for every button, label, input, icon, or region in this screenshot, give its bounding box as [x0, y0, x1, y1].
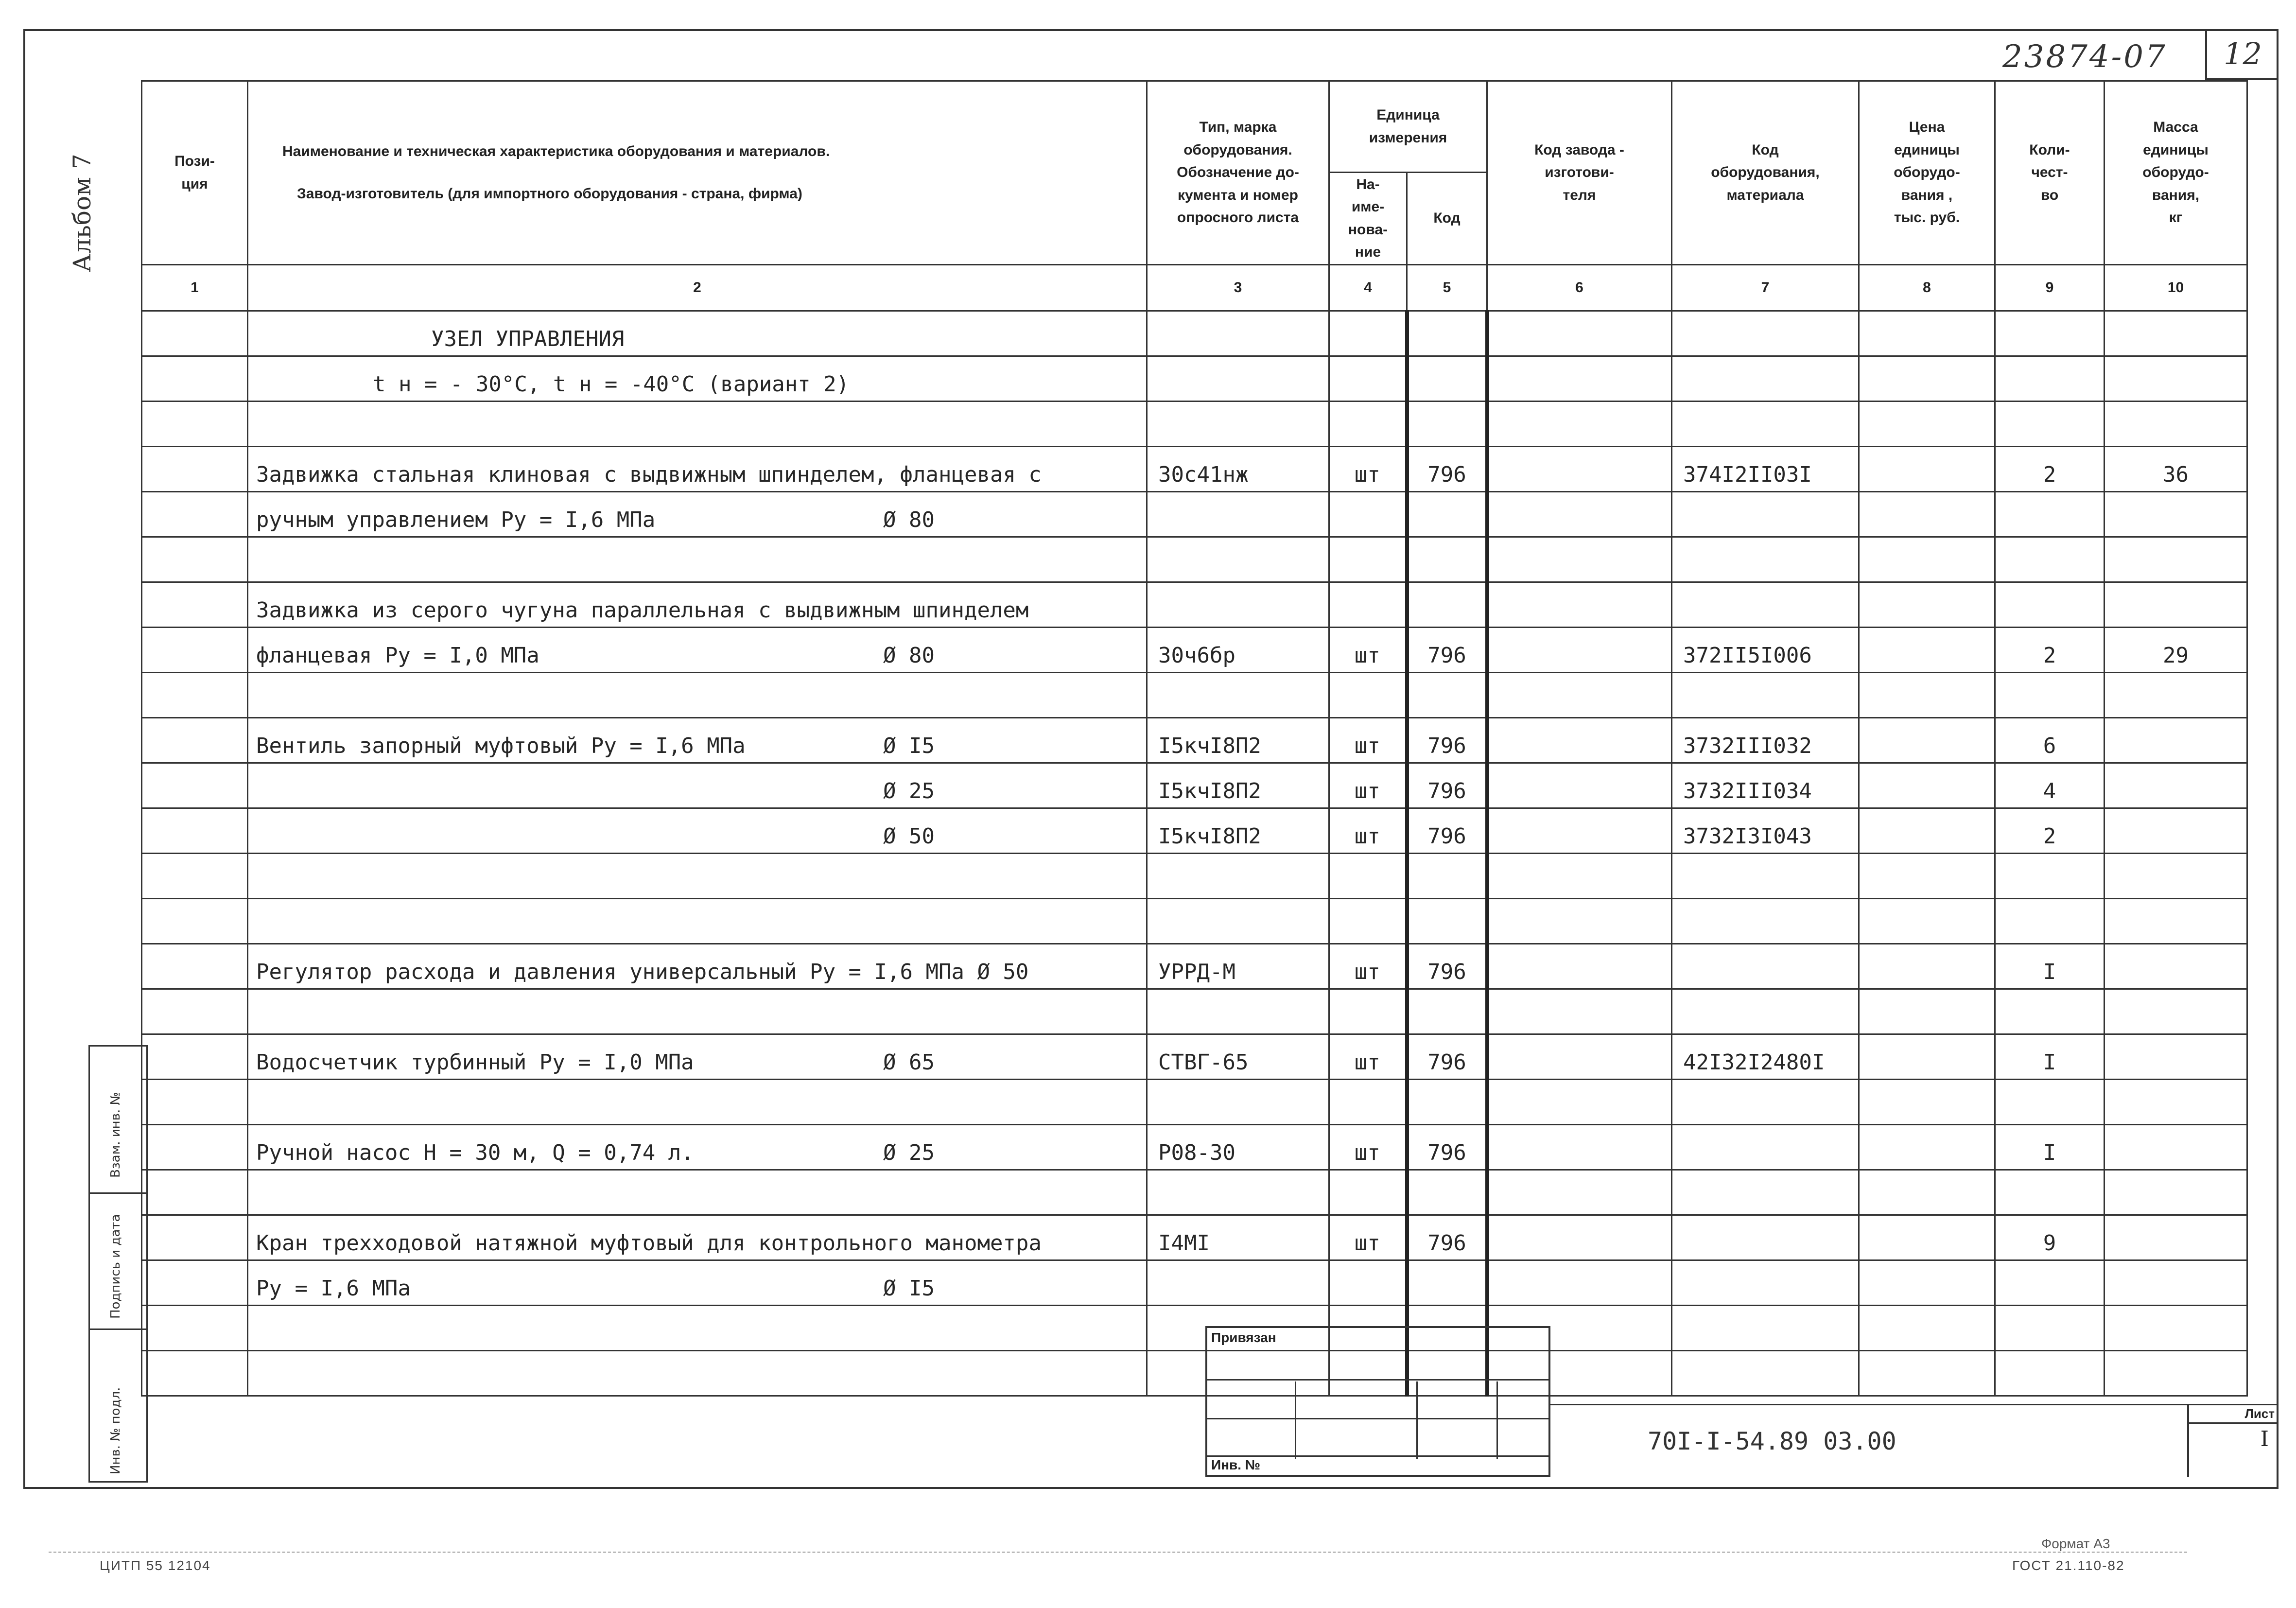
item-diameter: Ø I5 — [883, 734, 935, 758]
cell-name — [248, 718, 1147, 763]
table-row — [142, 628, 2247, 673]
item-name: Ручной насос Н = 30 м, Q = 0,74 л. — [256, 1140, 694, 1165]
cell-name — [248, 1351, 1147, 1396]
cell-quantity — [1995, 582, 2105, 628]
cell-type: I5кчI8П2 — [1147, 718, 1329, 763]
cell-equipment-code — [1672, 537, 1859, 582]
cell-quantity: I — [1995, 944, 2105, 989]
cell-type — [1147, 582, 1329, 628]
header-name: Наименование и техническая характеристика оборудования и материалов. Завод-изготовитель (для импортного оборудования - страна, фирма) — [248, 81, 1147, 265]
cell-mass — [2105, 1125, 2247, 1170]
section-title: УЗЕЛ УПРАВЛЕНИЯ — [431, 327, 625, 351]
cell-mass — [2105, 763, 2247, 808]
cell-position — [142, 628, 248, 673]
cell-factory-code — [1487, 582, 1672, 628]
cell-mass — [2105, 718, 2247, 763]
cell-type — [1147, 1080, 1329, 1125]
item-name: фланцевая Ру = I,0 МПа — [256, 643, 539, 668]
cell-factory-code — [1487, 1260, 1672, 1306]
cell-price — [1859, 1034, 1995, 1080]
table-row — [142, 854, 2247, 899]
table-row — [142, 582, 2247, 628]
column-number: 7 — [1672, 265, 1859, 311]
header-quantity: Коли- чест- во — [1995, 81, 2105, 265]
cell-unit-code — [1407, 537, 1487, 582]
cell-equipment-code — [1672, 582, 1859, 628]
cell-quantity — [1995, 854, 2105, 899]
cell-type: УРРД-М — [1147, 944, 1329, 989]
cell-unit-code: 796 — [1407, 1034, 1487, 1080]
cell-type: СТВГ-65 — [1147, 1034, 1329, 1080]
cell-mass — [2105, 1351, 2247, 1396]
cell-mass — [2105, 899, 2247, 944]
cell-mass — [2105, 1260, 2247, 1306]
cell-mass — [2105, 1170, 2247, 1215]
table-row — [142, 1034, 2247, 1080]
cell-unit: шт — [1329, 808, 1407, 854]
cell-equipment-code — [1672, 1351, 1859, 1396]
cell-position — [142, 1260, 248, 1306]
cell-position — [142, 1170, 248, 1215]
cell-factory-code — [1487, 1215, 1672, 1260]
table-row — [142, 989, 2247, 1034]
item-diameter: Ø 80 — [883, 643, 935, 668]
cell-name — [248, 1034, 1147, 1080]
header-position: Пози- ция — [142, 81, 248, 265]
binding-stamp — [1205, 1326, 1550, 1477]
cell-type — [1147, 1260, 1329, 1306]
cell-mass — [2105, 582, 2247, 628]
cell-name — [248, 492, 1147, 537]
cell-type: 30ч6бр — [1147, 628, 1329, 673]
cell-unit-code: 796 — [1407, 944, 1487, 989]
cell-factory-code — [1487, 447, 1672, 492]
table-row — [142, 718, 2247, 763]
cell-price — [1859, 718, 1995, 763]
cell-equipment-code — [1672, 673, 1859, 718]
item-name: Задвижка стальная клиновая с выдвижным шпинделем, фланцевая с — [256, 462, 1042, 487]
section-subtitle-row — [142, 356, 2247, 402]
cell-name — [248, 1080, 1147, 1125]
sheet-label: Лист — [2189, 1405, 2279, 1424]
cell-position — [142, 763, 248, 808]
stamp-label-replaced: Взам. инв. № — [108, 1092, 123, 1178]
cell-name — [248, 628, 1147, 673]
cell-mass — [2105, 1080, 2247, 1125]
cell-factory-code — [1487, 1170, 1672, 1215]
cell-equipment-code: 3732III034 — [1672, 763, 1859, 808]
cell-factory-code — [1487, 628, 1672, 673]
cell-price — [1859, 1260, 1995, 1306]
cell-price — [1859, 944, 1995, 989]
cell-unit-code: 796 — [1407, 808, 1487, 854]
cell-factory-code — [1487, 1125, 1672, 1170]
cell-unit-code — [1407, 1170, 1487, 1215]
table-row — [142, 763, 2247, 808]
binding-title: Привязан — [1211, 1330, 1276, 1345]
cell-quantity — [1995, 1260, 2105, 1306]
column-number: 5 — [1407, 265, 1487, 311]
cell-name — [248, 447, 1147, 492]
cell-price — [1859, 763, 1995, 808]
footer-cut-line — [49, 1552, 2187, 1553]
cell-equipment-code — [1672, 854, 1859, 899]
column-number: 2 — [248, 265, 1147, 311]
cell-unit-code: 796 — [1407, 1215, 1487, 1260]
column-number: 9 — [1995, 265, 2105, 311]
cell-position — [142, 1080, 248, 1125]
cell-name — [248, 582, 1147, 628]
cell-equipment-code — [1672, 1125, 1859, 1170]
cell-unit — [1329, 1080, 1407, 1125]
cell-price — [1859, 492, 1995, 537]
header-unit-mass: Масса единицы оборудо- вания, кг — [2105, 81, 2247, 265]
cell-equipment-code — [1672, 1260, 1859, 1306]
cell-factory-code — [1487, 1034, 1672, 1080]
cell-type — [1147, 673, 1329, 718]
cell-position — [142, 537, 248, 582]
cell-position — [142, 808, 248, 854]
cell-equipment-code — [1672, 944, 1859, 989]
cell-position — [142, 854, 248, 899]
cell-position — [142, 1215, 248, 1260]
cell-equipment-code — [1672, 989, 1859, 1034]
item-name: Регулятор расхода и давления универсальный Ру = I,6 МПа Ø 50 — [256, 960, 1029, 984]
table-row — [142, 1306, 2247, 1351]
cell-price — [1859, 989, 1995, 1034]
cell-unit: шт — [1329, 447, 1407, 492]
cell-type: 30с41нж — [1147, 447, 1329, 492]
table-row — [142, 899, 2247, 944]
table-row — [142, 447, 2247, 492]
table-row — [142, 1215, 2247, 1260]
cell-price — [1859, 673, 1995, 718]
cell-position — [142, 447, 248, 492]
item-diameter: Ø 80 — [883, 507, 935, 532]
footer-print-code: ЦИТП 55 12104 — [100, 1558, 211, 1573]
cell-unit: шт — [1329, 1125, 1407, 1170]
cell-unit — [1329, 537, 1407, 582]
column-number: 3 — [1147, 265, 1329, 311]
section-subtitle: t н = - 30°С, t н = -40°С (вариант 2) — [373, 372, 850, 397]
cell-quantity: I — [1995, 1125, 2105, 1170]
cell-factory-code — [1487, 989, 1672, 1034]
sheet-box — [2187, 1404, 2279, 1477]
column-number: 4 — [1329, 265, 1407, 311]
cell-type — [1147, 537, 1329, 582]
column-number: 8 — [1859, 265, 1995, 311]
cell-equipment-code — [1672, 1215, 1859, 1260]
header-equipment-code: Код оборудования, материала — [1672, 81, 1859, 265]
cell-type: Р08-30 — [1147, 1125, 1329, 1170]
sheet-value: I — [2260, 1427, 2269, 1451]
cell-unit: шт — [1329, 1034, 1407, 1080]
cell-factory-code — [1487, 492, 1672, 537]
cell-quantity: 2 — [1995, 447, 2105, 492]
cell-mass — [2105, 673, 2247, 718]
cell-factory-code — [1487, 808, 1672, 854]
cell-equipment-code — [1672, 899, 1859, 944]
cell-price — [1859, 582, 1995, 628]
cell-position — [142, 718, 248, 763]
table-row — [142, 537, 2247, 582]
cell-quantity — [1995, 989, 2105, 1034]
cell-quantity — [1995, 1306, 2105, 1351]
header-unit-group: Единица измерения — [1329, 81, 1487, 173]
table-row — [142, 1080, 2247, 1125]
column-number: 1 — [142, 265, 248, 311]
cell-price — [1859, 1125, 1995, 1170]
cell-price — [1859, 447, 1995, 492]
cell-unit-code: 796 — [1407, 718, 1487, 763]
cell-mass: 36 — [2105, 447, 2247, 492]
item-name: Водосчетчик турбинный Ру = I,0 МПа — [256, 1050, 694, 1075]
cell-position — [142, 899, 248, 944]
cell-equipment-code: 372II5I006 — [1672, 628, 1859, 673]
header-unit-price: Цена единицы оборудо- вания , тыс. руб. — [1859, 81, 1995, 265]
item-name: ручным управлением Ру = I,6 МПа — [256, 507, 656, 532]
cell-unit-code — [1407, 854, 1487, 899]
cell-unit: шт — [1329, 718, 1407, 763]
cell-quantity: 4 — [1995, 763, 2105, 808]
cell-unit-code — [1407, 899, 1487, 944]
cell-unit-code — [1407, 582, 1487, 628]
cell-mass — [2105, 1034, 2247, 1080]
cell-name — [248, 989, 1147, 1034]
item-diameter: Ø 50 — [883, 824, 935, 849]
cell-name — [248, 673, 1147, 718]
stamp-label-signature: Подпись и дата — [108, 1214, 123, 1319]
cell-factory-code — [1487, 537, 1672, 582]
cell-quantity — [1995, 899, 2105, 944]
cell-unit — [1329, 582, 1407, 628]
cell-equipment-code — [1672, 1170, 1859, 1215]
item-name: Вентиль запорный муфтовый Ру = I,6 МПа — [256, 734, 746, 758]
cell-price — [1859, 1170, 1995, 1215]
cell-unit-code: 796 — [1407, 628, 1487, 673]
cell-quantity — [1995, 492, 2105, 537]
cell-price — [1859, 537, 1995, 582]
cell-name — [248, 537, 1147, 582]
cell-price — [1859, 854, 1995, 899]
cell-type: I5кчI8П2 — [1147, 763, 1329, 808]
cell-name — [248, 1215, 1147, 1260]
cell-name — [248, 808, 1147, 854]
cell-unit-code — [1407, 1260, 1487, 1306]
table-row — [142, 808, 2247, 854]
cell-type — [1147, 854, 1329, 899]
table-row — [142, 1170, 2247, 1215]
table-row — [142, 1125, 2247, 1170]
cell-quantity — [1995, 1170, 2105, 1215]
cell-quantity — [1995, 673, 2105, 718]
column-number: 6 — [1487, 265, 1672, 311]
cell-type: I5кчI8П2 — [1147, 808, 1329, 854]
cell-type — [1147, 899, 1329, 944]
cell-equipment-code — [1672, 1306, 1859, 1351]
cell-position — [142, 492, 248, 537]
cell-quantity: 6 — [1995, 718, 2105, 763]
cell-price — [1859, 1080, 1995, 1125]
cell-unit-code: 796 — [1407, 1125, 1487, 1170]
cell-factory-code — [1487, 673, 1672, 718]
item-name: Кран трехходовой натяжной муфтовый для контрольного манометра — [256, 1231, 1042, 1256]
cell-quantity — [1995, 537, 2105, 582]
cell-position — [142, 1125, 248, 1170]
album-label: Альбом 7 — [68, 154, 96, 272]
cell-name — [248, 1125, 1147, 1170]
cell-mass: 29 — [2105, 628, 2247, 673]
cell-factory-code — [1487, 944, 1672, 989]
item-diameter: Ø 65 — [883, 1050, 935, 1075]
cell-equipment-code: 374I2II03I — [1672, 447, 1859, 492]
cell-unit: шт — [1329, 628, 1407, 673]
cell-position — [142, 1034, 248, 1080]
item-diameter: Ø 25 — [883, 1140, 935, 1165]
cell-name — [248, 899, 1147, 944]
cell-unit — [1329, 989, 1407, 1034]
cell-name — [248, 944, 1147, 989]
cell-name — [248, 854, 1147, 899]
cell-unit: шт — [1329, 944, 1407, 989]
document-reference-number: 23874-07 — [2002, 39, 2167, 75]
cell-price — [1859, 628, 1995, 673]
cell-type — [1147, 492, 1329, 537]
cell-price — [1859, 808, 1995, 854]
cell-mass — [2105, 854, 2247, 899]
cell-position — [142, 989, 248, 1034]
cell-type — [1147, 1170, 1329, 1215]
cell-unit-code — [1407, 989, 1487, 1034]
cell-quantity — [1995, 1351, 2105, 1396]
cell-equipment-code — [1672, 492, 1859, 537]
cell-mass — [2105, 1306, 2247, 1351]
document-number: 70I-I-54.89 03.00 — [1550, 1404, 2187, 1477]
item-name: Ру = I,6 МПа — [256, 1276, 411, 1301]
cell-quantity: 2 — [1995, 808, 2105, 854]
cell-factory-code — [1487, 763, 1672, 808]
cell-quantity: 9 — [1995, 1215, 2105, 1260]
header-type: Тип, марка оборудования. Обозначение до- кумента и номер опросного листа — [1147, 81, 1329, 265]
cell-mass — [2105, 989, 2247, 1034]
cell-unit — [1329, 899, 1407, 944]
section-title-row — [142, 311, 2247, 356]
cell-unit — [1329, 854, 1407, 899]
table-row — [142, 492, 2247, 537]
cell-price — [1859, 1306, 1995, 1351]
cell-unit-code: 796 — [1407, 763, 1487, 808]
table-row — [142, 944, 2247, 989]
cell-type — [1147, 989, 1329, 1034]
cell-mass — [2105, 808, 2247, 854]
cell-unit — [1329, 492, 1407, 537]
cell-equipment-code — [1672, 1080, 1859, 1125]
header-factory-code: Код завода - изготови- теля — [1487, 81, 1672, 265]
spacer-row — [142, 402, 2247, 447]
cell-price — [1859, 1215, 1995, 1260]
cell-quantity: 2 — [1995, 628, 2105, 673]
cell-position — [142, 944, 248, 989]
cell-quantity — [1995, 1080, 2105, 1125]
table-row — [142, 1260, 2247, 1306]
cell-position — [142, 1306, 248, 1351]
cell-type: I4МI — [1147, 1215, 1329, 1260]
cell-factory-code — [1487, 1080, 1672, 1125]
table-row — [142, 1351, 2247, 1396]
cell-unit: шт — [1329, 1215, 1407, 1260]
cell-position — [142, 1351, 248, 1396]
table-row — [142, 673, 2247, 718]
footer-format: Формат А3 — [2041, 1536, 2110, 1551]
page-number-cell: 12 — [2205, 29, 2279, 80]
cell-unit — [1329, 673, 1407, 718]
cell-factory-code — [1487, 854, 1672, 899]
cell-price — [1859, 1351, 1995, 1396]
cell-unit-code — [1407, 673, 1487, 718]
cell-factory-code — [1487, 718, 1672, 763]
specification-table — [141, 80, 2248, 1397]
cell-mass — [2105, 944, 2247, 989]
header-unit-name: На- име- нова- ние — [1329, 173, 1407, 265]
cell-equipment-code: 3732I3I043 — [1672, 808, 1859, 854]
cell-mass — [2105, 1215, 2247, 1260]
cell-mass — [2105, 537, 2247, 582]
binding-inv-label: Инв. № — [1211, 1457, 1261, 1472]
cell-name — [248, 1260, 1147, 1306]
side-approval-stamp — [88, 1045, 148, 1483]
cell-unit-code: 796 — [1407, 447, 1487, 492]
cell-price — [1859, 899, 1995, 944]
stamp-label-inv: Инв. № подл. — [108, 1387, 123, 1474]
cell-position — [142, 582, 248, 628]
cell-equipment-code: 42I32I2480I — [1672, 1034, 1859, 1080]
column-number: 10 — [2105, 265, 2247, 311]
item-diameter: Ø 25 — [883, 779, 935, 804]
item-diameter: Ø I5 — [883, 1276, 935, 1301]
cell-name — [248, 1306, 1147, 1351]
cell-quantity: I — [1995, 1034, 2105, 1080]
cell-unit-code — [1407, 492, 1487, 537]
cell-unit: шт — [1329, 763, 1407, 808]
item-name: Задвижка из серого чугуна параллельная с выдвижным шпинделем — [256, 598, 1029, 623]
cell-unit-code — [1407, 1080, 1487, 1125]
cell-equipment-code: 3732III032 — [1672, 718, 1859, 763]
cell-name — [248, 763, 1147, 808]
cell-mass — [2105, 492, 2247, 537]
cell-unit — [1329, 1170, 1407, 1215]
cell-factory-code — [1487, 899, 1672, 944]
cell-name — [248, 1170, 1147, 1215]
footer-standard: ГОСТ 21.110-82 — [2012, 1558, 2125, 1573]
column-number-row — [142, 265, 2247, 311]
cell-position — [142, 673, 248, 718]
header-unit-code: Код — [1407, 173, 1487, 265]
cell-unit — [1329, 1260, 1407, 1306]
